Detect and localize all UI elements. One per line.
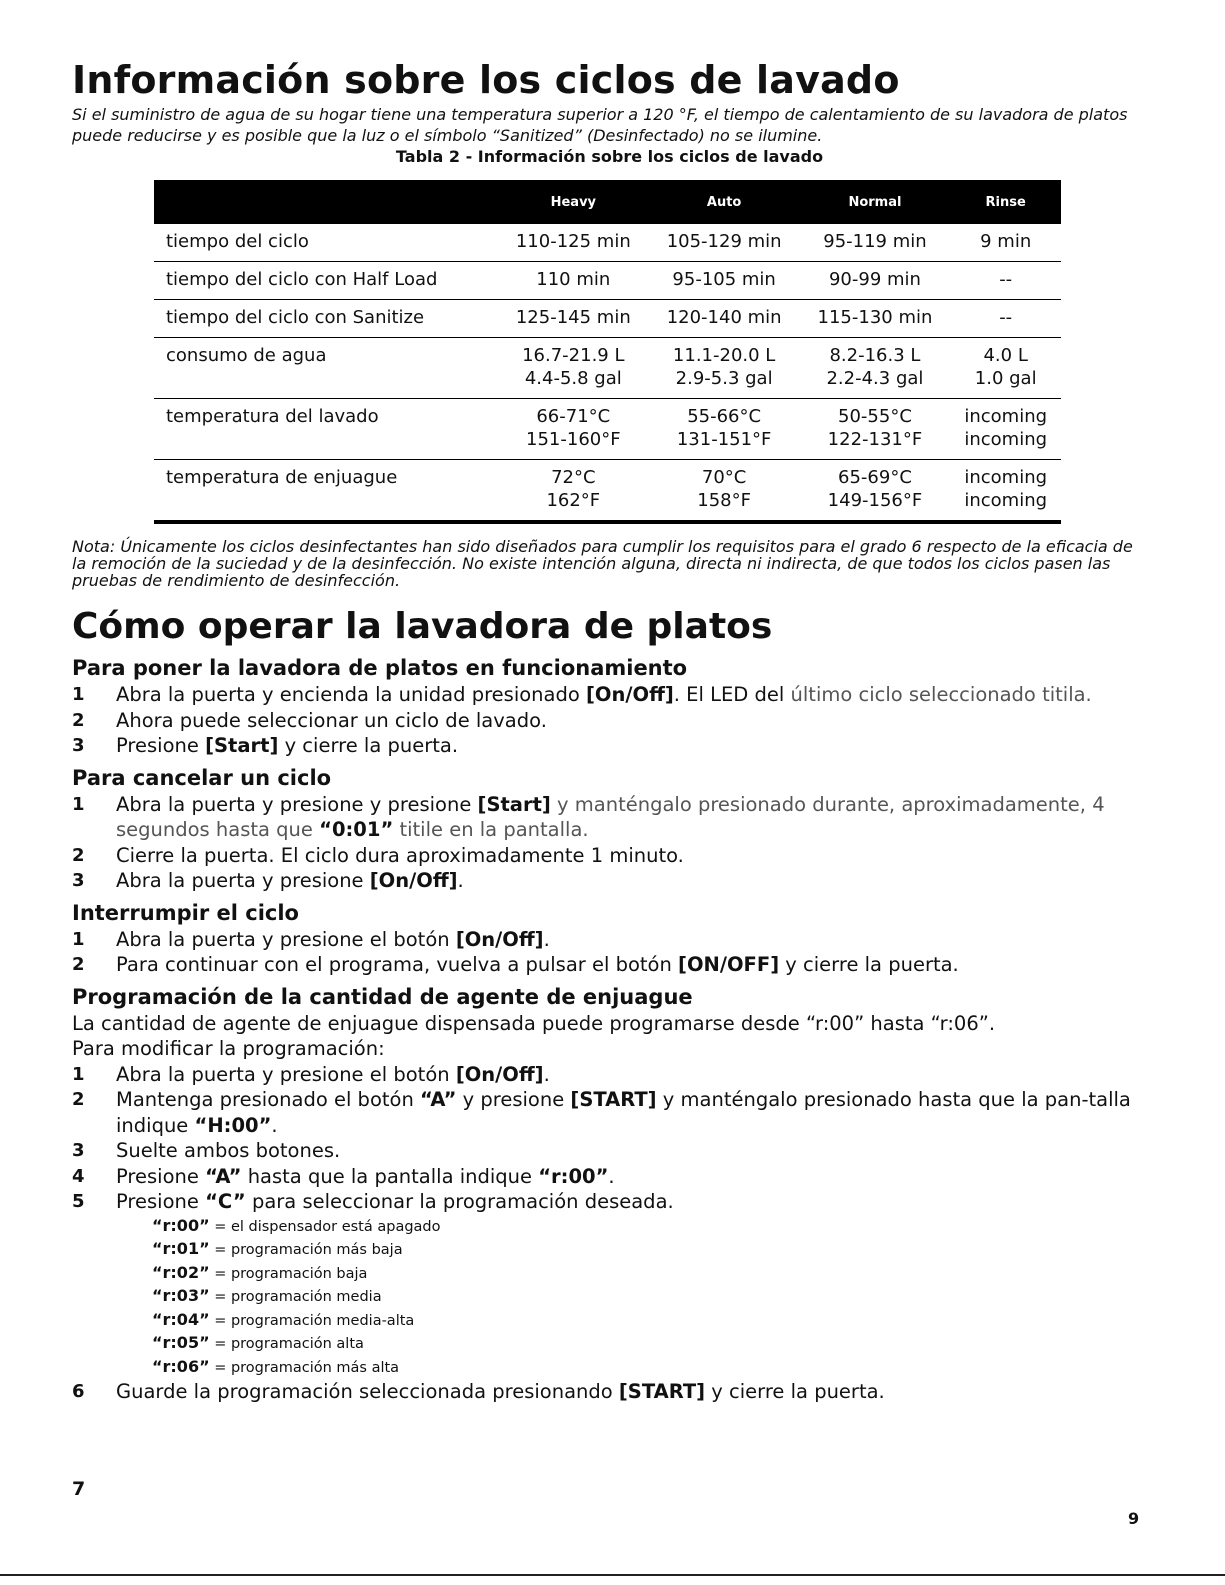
- interrupt-heading: Interrumpir el ciclo: [72, 900, 299, 925]
- step-number: 6: [72, 1381, 85, 1402]
- cell-auto: 11.1-20.0 L 2.9-5.3 gal: [649, 338, 800, 399]
- step-text: Guarde la programación seleccionada presionando: [116, 1380, 619, 1403]
- step-text: Presione: [116, 1164, 206, 1188]
- step-number: 3: [72, 735, 85, 756]
- table-row: [154, 460, 1061, 523]
- step-key-label: “r:00”: [538, 1164, 609, 1188]
- setting-code: “r:04”: [152, 1309, 210, 1329]
- step-key-label: [On/Off]: [369, 869, 458, 892]
- cell-normal: 115-130 min: [800, 300, 951, 338]
- setting-code: “r:05”: [152, 1333, 210, 1352]
- cell-label: temperatura del lavado: [154, 399, 498, 460]
- start-heading: Para poner la lavadora de platos en funcionamiento: [72, 656, 688, 680]
- step-key-label: [Start]: [477, 792, 551, 816]
- setting-description: = programación alta: [209, 1336, 364, 1352]
- cell-auto: 120-140 min: [649, 300, 800, 338]
- step-number: 2: [72, 844, 85, 866]
- step-text: y manténgalo presionado hasta que la pan-talla indique: [116, 1088, 1131, 1137]
- cell-heavy: 110-125 min: [498, 224, 649, 262]
- header-normal: Normal: [848, 194, 902, 210]
- cell-auto: 95-105 min: [649, 262, 800, 300]
- page-number-left: 7: [72, 1478, 86, 1500]
- cell-heavy: 72°C 162°F: [498, 460, 649, 523]
- step-text: para seleccionar la programación deseada.: [245, 1190, 674, 1213]
- step-item: [72, 1379, 1147, 1405]
- setting-item: [152, 1262, 1147, 1286]
- cell-normal: 50-55°C 122-131°F: [800, 399, 951, 460]
- cell-normal: 90-99 min: [800, 262, 951, 300]
- step-number: 3: [72, 1140, 85, 1161]
- step-text: y manténgalo presionado durante, aproximadamente, 4 segundos hasta que: [116, 792, 1105, 841]
- step-number: 1: [72, 1063, 85, 1085]
- setting-code: “r:03”: [152, 1286, 210, 1305]
- step-text: Suelte ambos botones.: [116, 1139, 341, 1162]
- cell-normal: 95-119 min: [800, 224, 951, 262]
- setting-code: “r:01”: [152, 1239, 210, 1258]
- table-row: [154, 300, 1061, 338]
- step-text: .: [543, 1062, 550, 1086]
- step-item: [72, 927, 1147, 953]
- cell-rinse: 4.0 L 1.0 gal: [950, 338, 1061, 399]
- table-row: [154, 399, 1061, 460]
- step-item: [72, 1062, 1147, 1088]
- cell-rinse: incoming incoming: [950, 460, 1061, 523]
- cell-rinse: incoming incoming: [950, 399, 1061, 460]
- step-item: [72, 952, 1147, 978]
- step-text: . El LED del: [673, 683, 791, 706]
- cell-heavy: 125-145 min: [498, 300, 649, 338]
- setting-code: “r:02”: [152, 1262, 210, 1282]
- step-text: .: [608, 1164, 615, 1188]
- step-item: [72, 843, 1147, 869]
- table-row: [154, 262, 1061, 300]
- step-text: último ciclo seleccionado titila.: [790, 683, 1092, 706]
- step-text: y cierre la puerta.: [779, 953, 959, 976]
- cell-heavy: 110 min: [498, 262, 649, 300]
- step-text: Abra la puerta y presione el botón: [116, 927, 456, 951]
- step-number: 2: [72, 954, 85, 975]
- step-item: [72, 1087, 1147, 1138]
- rinse-agent-steps: [72, 1062, 1147, 1215]
- step-text: Abra la puerta y presione el botón: [116, 1062, 456, 1086]
- cell-heavy: 66-71°C 151-160°F: [498, 399, 649, 460]
- rinse-settings-list: [72, 1215, 1147, 1380]
- step-key-label: [START]: [570, 1088, 657, 1111]
- setting-code: “r:00”: [152, 1215, 210, 1235]
- step-key-label: “H:00”: [194, 1113, 272, 1137]
- setting-item: [152, 1356, 1147, 1380]
- cell-label: tiempo del ciclo con Half Load: [154, 262, 498, 300]
- header-auto: Auto: [706, 194, 742, 210]
- table-row: [154, 338, 1061, 399]
- step-text: Mantenga presionado el botón: [116, 1088, 421, 1111]
- setting-description: = programación más alta: [209, 1359, 400, 1376]
- setting-description: = programación baja: [209, 1265, 368, 1282]
- cell-normal: 8.2-16.3 L 2.2-4.3 gal: [800, 338, 951, 399]
- cell-auto: 105-129 min: [649, 224, 800, 262]
- step-number: 1: [72, 684, 85, 705]
- setting-description: = programación media: [209, 1289, 382, 1305]
- setting-item: [152, 1238, 1147, 1262]
- step-key-label: [ON/OFF]: [678, 953, 780, 976]
- step-key-label: “C”: [205, 1190, 246, 1213]
- cell-heavy: 16.7-21.9 L 4.4-5.8 gal: [498, 338, 649, 399]
- step-text: titile en la pantalla.: [393, 818, 589, 841]
- step-item: [72, 682, 1147, 708]
- step-key-label: [START]: [618, 1380, 706, 1403]
- step-item: [72, 733, 1147, 759]
- cycle-table: [154, 180, 1061, 524]
- rinse-agent-heading: Programación de la cantidad de agente de enjuague: [72, 984, 693, 1009]
- step-number: 3: [72, 870, 85, 891]
- setting-description: = programación media-alta: [209, 1312, 415, 1329]
- cycle-info-title: Información sobre los ciclos de lavado: [72, 58, 900, 102]
- header-empty: [154, 180, 498, 224]
- step-number: 1: [72, 793, 85, 815]
- step-item: [72, 1138, 1147, 1164]
- step-item: [72, 708, 1147, 734]
- page-number-right: 9: [1128, 1509, 1140, 1528]
- step-item: [72, 868, 1147, 894]
- cycle-info-intro: Si el suministro de agua de su hogar tiene una temperatura superior a 120 °F, el tiempo de calentamiento de su lavadora de platos puede reducirse y es posible que la luz o el símbolo “Sanitized” (Desinfectado) no se ilumine.: [72, 105, 1128, 145]
- rinse-agent-final-step: [72, 1379, 1147, 1405]
- cancel-steps: [72, 792, 1147, 894]
- bottom-rule: [0, 1574, 1225, 1576]
- setting-description: = el dispensador está apagado: [209, 1218, 441, 1235]
- interrupt-steps: [72, 927, 1147, 978]
- step-text: y presione: [456, 1088, 571, 1111]
- cell-label: tiempo del ciclo: [154, 224, 498, 262]
- step-text: y cierre la puerta.: [705, 1380, 885, 1403]
- cell-rinse: --: [950, 262, 1061, 300]
- operation-title: Cómo operar la lavadora de platos: [72, 606, 773, 647]
- table-caption: Tabla 2 - Información sobre los ciclos de lavado: [395, 147, 824, 166]
- cell-auto: 55-66°C 131-151°F: [649, 399, 800, 460]
- rinse-agent-intro-2: Para modificar la programación:: [72, 1037, 385, 1060]
- step-key-label: [On/Off]: [455, 927, 544, 951]
- document-page: [72, 56, 1147, 1405]
- step-key-label: [Start]: [205, 734, 279, 757]
- setting-description: = programación más baja: [209, 1242, 403, 1258]
- step-item: [72, 792, 1147, 843]
- setting-item: [152, 1309, 1147, 1333]
- step-number: 2: [72, 709, 85, 731]
- header-rinse: Rinse: [985, 194, 1026, 210]
- step-text: Cierre la puerta. El ciclo dura aproximadamente 1 minuto.: [116, 843, 684, 867]
- step-number: 1: [72, 928, 85, 950]
- step-text: Abra la puerta y encienda la unidad presionado: [116, 683, 586, 706]
- step-text: Abra la puerta y presione y presione: [116, 792, 478, 816]
- setting-item: [152, 1332, 1147, 1356]
- cell-auto: 70°C 158°F: [649, 460, 800, 523]
- step-key-label: “A”: [420, 1088, 457, 1111]
- table-row: [154, 224, 1061, 262]
- table-note: Nota: Únicamente los ciclos desinfectantes han sido diseñados para cumplir los requisitos para el grado 6 respecto de la eficacia de la remoción de la suciedad y de la desinfección. No existe intención alguna, directa ni indirecta, de que todos los ciclos pasen las pruebas de rendimiento de desinfección.: [72, 537, 1133, 590]
- cell-rinse: --: [950, 300, 1061, 338]
- step-text: Abra la puerta y presione: [116, 869, 370, 892]
- step-text: .: [457, 869, 464, 892]
- cell-label: tiempo del ciclo con Sanitize: [154, 300, 498, 338]
- table-body: [154, 224, 1061, 522]
- header-heavy: Heavy: [550, 194, 597, 210]
- setting-code: “r:06”: [152, 1356, 210, 1376]
- setting-item: [152, 1215, 1147, 1239]
- step-key-label: [On/Off]: [455, 1062, 544, 1086]
- step-text: Presione: [116, 1190, 206, 1213]
- step-number: 4: [72, 1165, 85, 1187]
- start-steps: [72, 682, 1147, 759]
- step-number: 5: [72, 1191, 85, 1212]
- step-text: y cierre la puerta.: [278, 734, 459, 757]
- step-item: [72, 1164, 1147, 1190]
- cell-rinse: 9 min: [950, 224, 1061, 262]
- step-key-label: “0:01”: [319, 818, 394, 841]
- rinse-agent-intro: La cantidad de agente de enjuague dispensada puede programarse desde “r:00” hasta “r:06”.: [72, 1011, 996, 1035]
- cell-normal: 65-69°C 149-156°F: [800, 460, 951, 523]
- step-text: Presione: [116, 734, 206, 757]
- step-text: Ahora puede seleccionar un ciclo de lavado.: [116, 708, 547, 732]
- step-key-label: [On/Off]: [586, 683, 674, 706]
- cancel-heading: Para cancelar un ciclo: [72, 765, 332, 790]
- table-header-row: [154, 180, 1061, 224]
- step-text: Para continuar con el programa, vuelva a pulsar el botón: [116, 953, 679, 976]
- cell-label: consumo de agua: [154, 338, 498, 399]
- setting-item: [152, 1285, 1147, 1309]
- step-text: .: [271, 1113, 278, 1137]
- step-text: hasta que la pantalla indique: [241, 1164, 539, 1188]
- step-number: 2: [72, 1089, 85, 1110]
- step-key-label: “A”: [205, 1164, 242, 1188]
- cell-label: temperatura de enjuague: [154, 460, 498, 523]
- step-text: .: [543, 927, 550, 951]
- step-item: [72, 1189, 1147, 1215]
